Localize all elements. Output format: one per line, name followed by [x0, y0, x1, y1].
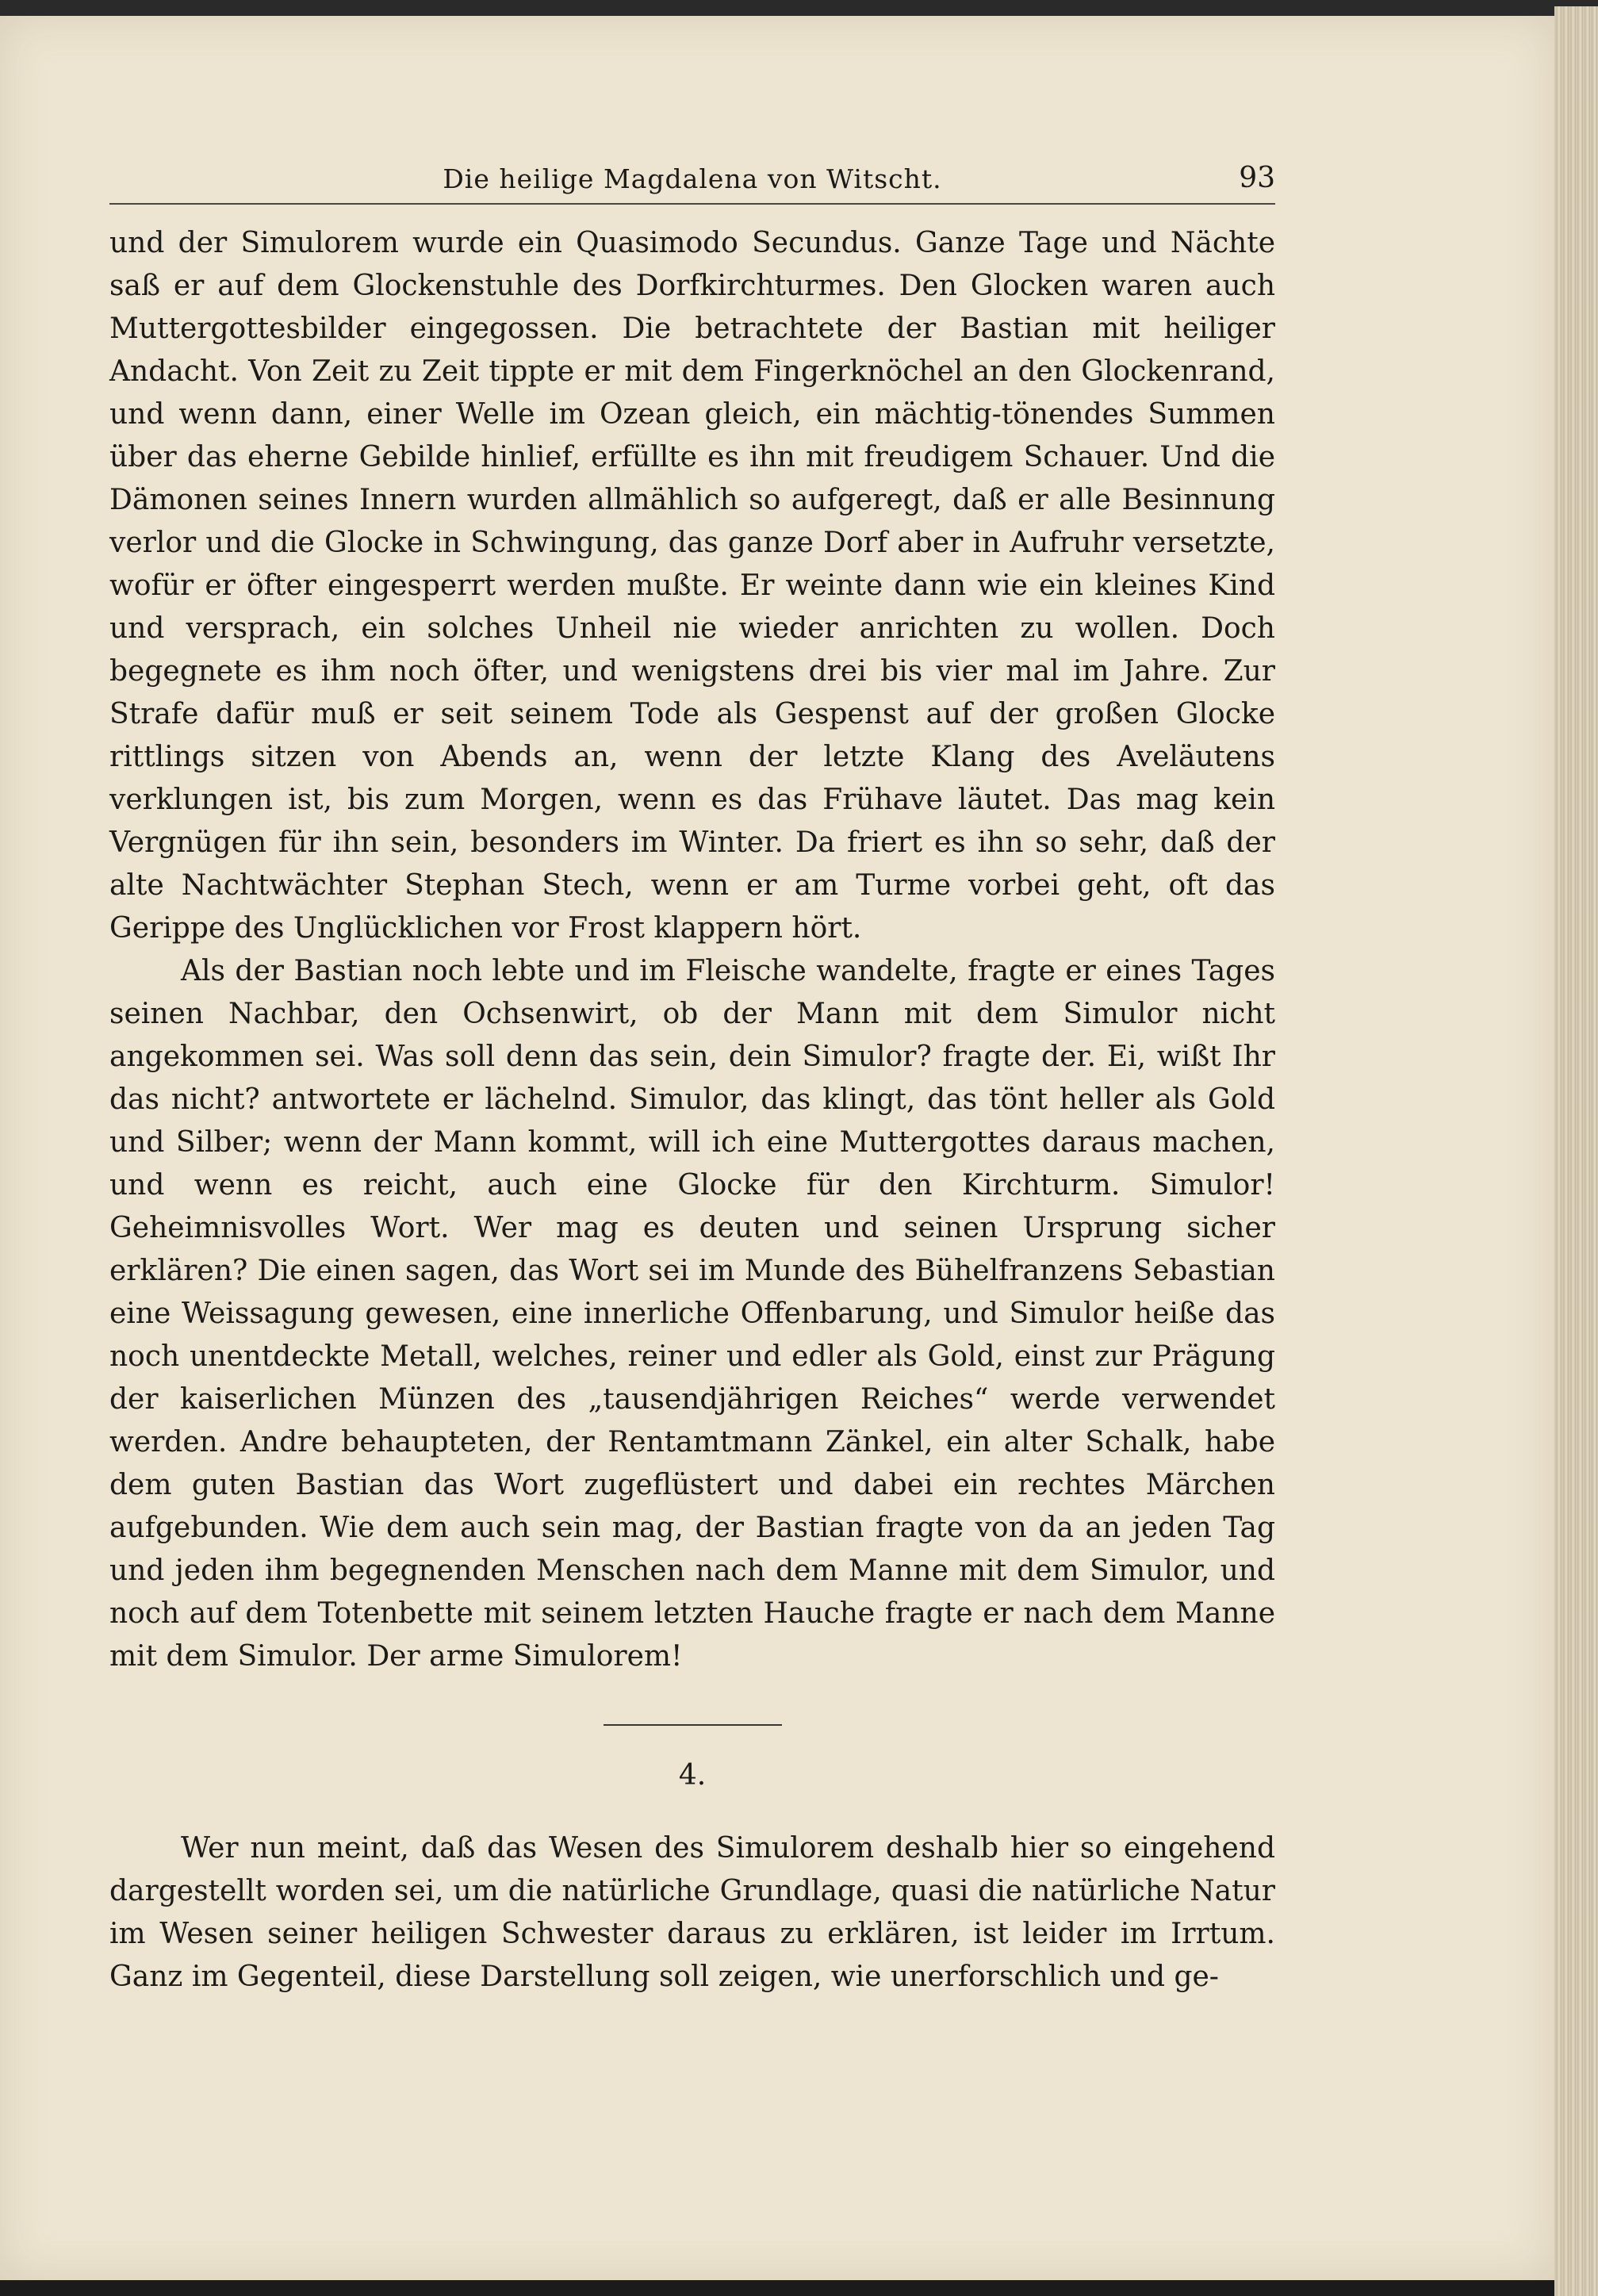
page-number: 93: [1239, 162, 1275, 194]
running-head: [109, 159, 1275, 205]
running-title: Die heilige Magdalena von Witscht.: [443, 163, 942, 194]
paragraph-3: Wer nun meint, daß das Wesen des Simulorem deshalb hier so eingehend dargestellt worden sei, um die natürliche Grundlage, quasi die natürliche Natur im Wesen seiner heiligen Schwester daraus zu erklären, ist leider im Irrtum. Ganz im Gegenteil, diese Darstellung soll zeigen, wie unerforschlich und ge-: [109, 1832, 1275, 1993]
section-divider: [604, 1724, 782, 1726]
paragraph-2: Als der Bastian noch lebte und im Fleische wandelte, fragte er eines Tages seinen Nachbar, den Ochsenwirt, ob der Mann mit dem Simulor nicht angekommen sei. Was soll denn das sein, dein Simulor? fragte der. Ei, wißt Ihr das nicht? antwortete er lächelnd. Simulor, das klingt, das tönt heller als Gold und Silber; wenn der Mann kommt, will ich eine Muttergottes daraus machen, und wenn es reicht, auch eine Glocke für den Kirchturm. Simulor! Geheimnisvolles Wort. Wer mag es deuten und seinen Ursprung sicher erklären? Die einen sagen, das Wort sei im Munde des Bühelfranzens Sebastian eine Weissagung gewesen, eine innerliche Offenbarung, und Simulor heiße das noch unentdeckte Metall, welches, reiner und edler als Gold, einst zur Prägung der kaiserlichen Münzen des „tausendjährigen Reiches“ werde verwendet werden. Andre behaupteten, der Rentamtmann Zänkel, ein alter Schalk, habe dem guten Bastian das Wort zugeflüstert und dabei ein rechtes Märchen aufgebunden. Wie dem auch sein mag, der Bastian fragte von da an jeden Tag und jeden ihm begegnenden Menschen nach dem Manne mit dem Simulor, und noch auf dem Totenbette mit seinem letzten Hauche fragte er nach dem Manne mit dem Simulor. Der arme Simulorem!: [109, 955, 1275, 1673]
scan-border: [0, 0, 1598, 16]
page-content: [109, 159, 1275, 1999]
page-edges: [1554, 6, 1598, 2296]
section-number: 4.: [678, 1759, 707, 1792]
paragraph-1: und der Simulorem wurde ein Quasimodo Secundus. Ganze Tage und Nächte saß er auf dem Glockenstuhle des Dorfkirchturmes. Den Glocken waren auch Muttergottesbilder eingegossen. Die betrachtete der Bastian mit heiliger Andacht. Von Zeit zu Zeit tippte er mit dem Fingerknöchel an den Glockenrand, und wenn dann, einer Welle im Ozean gleich, ein mächtig-tönendes Summen über das eherne Gebilde hinlief, erfüllte es ihn mit freudigem Schauer. Und die Dämonen seines Innern wurden allmählich so aufgeregt, daß er alle Besinnung verlor und die Glocke in Schwingung, das ganze Dorf aber in Aufruhr versetzte, wofür er öfter eingesperrt werden mußte. Er weinte dann wie ein kleines Kind und versprach, ein solches Unheil nie wieder anrichten zu wollen. Doch begegnete es ihm noch öfter, und wenigstens drei bis vier mal im Jahre. Zur Strafe dafür muß er seit seinem Tode als Gespenst auf der großen Glocke rittlings sitzen von Abends an, wenn der letzte Klang des Aveläutens verklungen ist, bis zum Morgen, wenn es das Frühave läutet. Das mag kein Vergnügen für ihn sein, besonders im Winter. Da friert es ihn so sehr, daß der alte Nachtwächter Stephan Stech, wenn er am Turme vorbei geht, oft das Gerippe des Unglücklichen vor Frost klappern hört.: [109, 227, 1275, 945]
